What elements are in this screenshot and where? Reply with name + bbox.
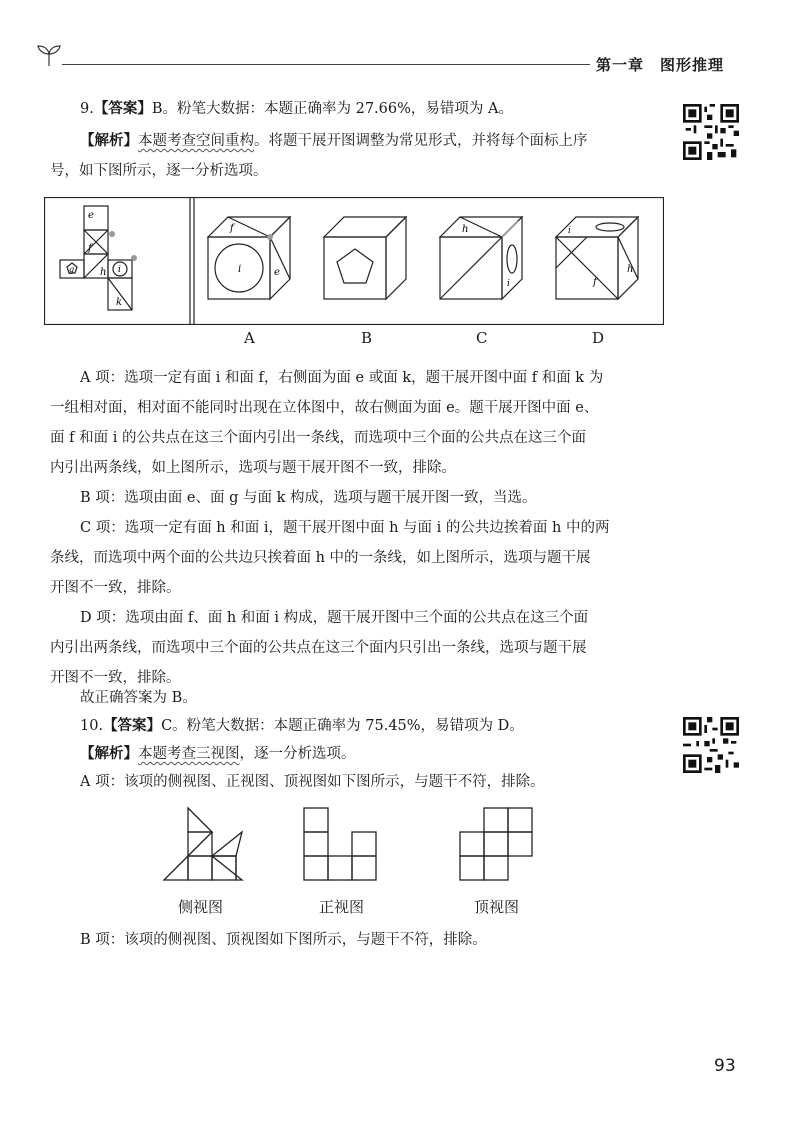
q9-opt-a-line-2: 一组相对面，相对面不能同时出现在立体图中，故右侧面为面 e。题干展开图中面 e、: [50, 400, 599, 416]
net-label-f: f: [88, 243, 92, 254]
q10-opt-a-line: A 项：该项的侧视图、正视图、顶视图如下图所示，与题干不符，排除。: [80, 774, 545, 790]
leaf-icon: [36, 44, 62, 68]
marker-dot: [109, 231, 115, 237]
option-label-a: A: [244, 329, 255, 347]
svg-text:i: i: [238, 264, 242, 275]
svg-text:i: i: [507, 279, 510, 289]
q9-opt-a-line-3: 面 f 和面 i 的公共点在这三个面内引出一条线，而选项中三个面的公共点在这三个面: [50, 430, 586, 446]
qr-code-icon[interactable]: [683, 104, 739, 160]
page-number: 93: [714, 1056, 736, 1076]
option-label-d: D: [592, 329, 605, 347]
svg-text:i: i: [568, 226, 571, 236]
option-label-b: B: [361, 329, 373, 347]
q9-opt-c-line-1: C 项：选项一定有面 h 和面 i，题干展开图中面 h 与面 i 的公共边挨着面 h 中的两: [80, 520, 610, 536]
highlight-edge: [502, 221, 518, 237]
header-rule: [62, 64, 590, 65]
front-view: [304, 808, 376, 880]
q10-analysis-line: 【解析】本题考查三视图，逐一分析选项。: [80, 746, 356, 762]
q9-figure: [44, 197, 664, 325]
svg-text:f: f: [230, 223, 234, 234]
option-label-c: C: [476, 329, 488, 347]
marker-dot: [131, 255, 137, 261]
net-label-k: k: [116, 297, 123, 308]
svg-text:e: e: [274, 267, 280, 278]
q9-conclusion: 故正确答案为 B。: [80, 690, 197, 706]
q9-opt-d-line-1: D 项：选项由面 f、面 h 和面 i 构成，题干展开图中三个面的公共点在这三个面: [80, 610, 589, 626]
chapter-header: 第一章 图形推理: [596, 56, 725, 74]
q9-opt-b-line: B 项：选项由面 e、面 g 与面 k 构成，选项与题干展开图一致，当选。: [80, 490, 537, 506]
net-label-e: e: [88, 210, 94, 221]
q9-opt-a-line-4: 内引出两条线，如上图所示，选项与题干展开图不一致，排除。: [50, 460, 456, 476]
top-view: [460, 808, 532, 880]
q9-answer-line: 9.【答案】B。粉笔大数据：本题正确率为 27.66%，易错项为 A。: [80, 101, 513, 117]
q9-analysis-line: 【解析】本题考查空间重构。将题干展开图调整为常见形式，并将每个面标上序: [80, 133, 588, 149]
view-label-side: 侧视图: [178, 898, 224, 916]
marker-dot: [267, 234, 273, 240]
q9-opt-d-line-2: 内引出两条线，而选项中三个面的公共点在这三个面内只引出一条线，选项与题干展: [50, 640, 587, 656]
q10-views-figure: [160, 804, 560, 896]
net-label-i: i: [118, 265, 121, 275]
net-label-g: g: [69, 265, 75, 274]
view-label-front: 正视图: [319, 898, 365, 916]
cube-option-b: [324, 217, 406, 299]
q9-opt-d-line-3: 开图不一致，排除。: [50, 670, 181, 686]
q9-opt-a-line-1: A 项：选项一定有面 i 和面 f，右侧面为面 e 或面 k，题干展开图中面 f 和面 k 为: [80, 370, 604, 386]
cube-net: [60, 206, 132, 310]
net-label-h: h: [100, 267, 107, 278]
svg-text:h: h: [627, 264, 634, 275]
q10-answer-line: 10.【答案】C。粉笔大数据：本题正确率为 75.45%，易错项为 D。: [80, 718, 524, 734]
qr-code-icon[interactable]: [683, 717, 739, 773]
view-label-top: 顶视图: [474, 898, 520, 916]
cube-option-a: [208, 217, 290, 299]
q9-opt-c-line-2: 条线，而选项中两个面的公共边只挨着面 h 中的一条线，如上图所示，选项与题干展: [50, 550, 591, 566]
q9-analysis-line-2: 号，如下图所示，逐一分析选项。: [50, 163, 268, 179]
q9-opt-c-line-3: 开图不一致，排除。: [50, 580, 181, 596]
side-view: [164, 808, 242, 880]
svg-text:h: h: [462, 224, 469, 235]
svg-text:f: f: [593, 277, 597, 288]
q10-opt-b-line: B 项：该项的侧视图、顶视图如下图所示，与题干不符，排除。: [80, 932, 487, 948]
